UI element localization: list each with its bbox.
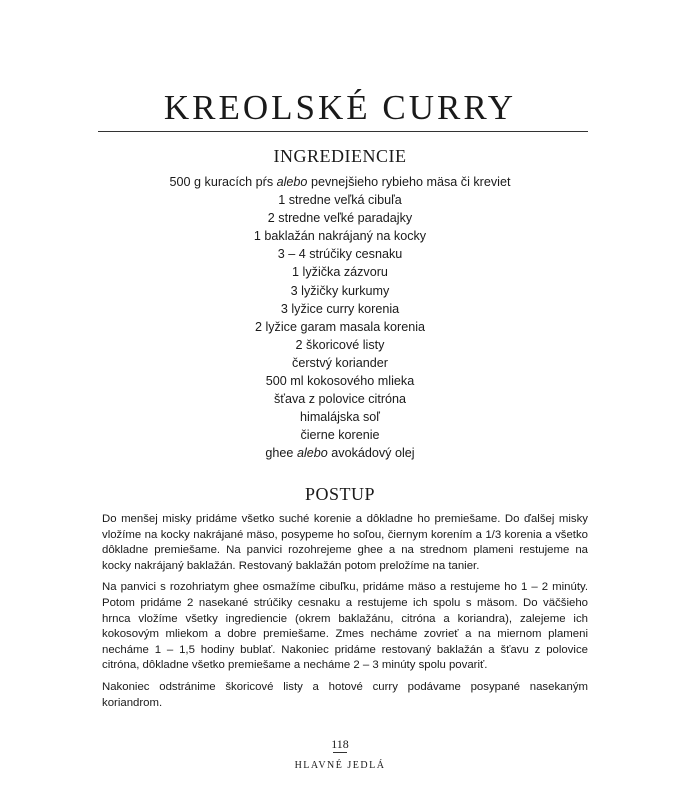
ingredient-item: 2 škoricové listy: [295, 337, 385, 352]
ingredient-item: 1 baklažán nakrájaný na kocky: [253, 229, 427, 244]
ingredient-item: 3 – 4 strúčiky cesnaku: [277, 247, 403, 262]
ingredient-item: 2 lyžice garam masala korenia: [254, 319, 426, 334]
ingredients-heading: INGREDIENCIE: [273, 146, 407, 166]
procedure-text: [102, 512, 588, 717]
ingredient-item: ghee alebo avokádový olej: [265, 446, 415, 461]
ingredient-item: 3 lyžice curry korenia: [280, 301, 400, 316]
ingredient-item: 500 g kuracích pŕs alebo pevnejšieho rybieho mäsa či kreviet: [169, 175, 511, 189]
recipe-title: KREOLSKÉ CURRY: [163, 88, 517, 127]
running-footer: HLAVNÉ JEDLÁ: [294, 760, 386, 771]
procedure-paragraph: Na panvici s rozohriatym ghee osmažíme cibuľku, pridáme mäso a restujeme ho 1 – 2 minúty. Potom pridáme 2 nasekané strúčiky cesnaku a restujeme ich spolu s mäsom. Do väčšieho hrnca vložíme všetky ingrediencie (okrem baklažánu, citróna a koriandra), zalejeme ich kokosovým mliekom a dobre premiešame. Zmes necháme zovrieť a na miernom plameni necháme 1 – 1,5 hodiny bublať. Nakoniec pridáme restovaný baklažán a šťavu z polovice citróna, dôkladne všetko premiešame a necháme 2 – 3 minúty spolu povariť.: [102, 581, 588, 672]
page-number: 118: [331, 737, 349, 751]
ingredient-item: 3 lyžičky kurkumy: [290, 283, 390, 298]
ingredient-item: 2 stredne veľké paradajky: [267, 211, 413, 226]
footer-divider: [333, 752, 347, 753]
ingredient-item: čerstvý koriander: [292, 355, 388, 370]
ingredient-item: 1 stredne veľká cibuľa: [278, 193, 402, 208]
procedure-paragraph: Nakoniec odstránime škoricové listy a hotové curry podávame posypané nasekaným koriandrom.: [102, 680, 588, 709]
ingredient-item: 500 ml kokosového mlieka: [265, 374, 415, 389]
title-divider: [98, 131, 588, 132]
ingredient-item: šťava z polovice citróna: [273, 392, 407, 407]
procedure-paragraph: Do menšej misky pridáme všetko suché korenie a dôkladne ho premiešame. Do ďalšej misky vložíme na kocky nakrájané mäso, posypeme ho soľou, čiernym korením a 1/3 korenia a všetko dôkladne premiešame. Na panvici rozohrejeme ghee a na strednom plameni restujeme na kocky nakrájaný baklažán. Restovaný baklažán potom preložíme na tanier.: [102, 513, 588, 572]
ingredient-list: [0, 173, 680, 463]
ingredient-item: čierne korenie: [300, 428, 380, 443]
procedure-heading: POSTUP: [304, 484, 376, 504]
ingredient-item: himalájska soľ: [300, 410, 380, 425]
ingredient-item: 1 lyžička zázvoru: [292, 265, 388, 280]
